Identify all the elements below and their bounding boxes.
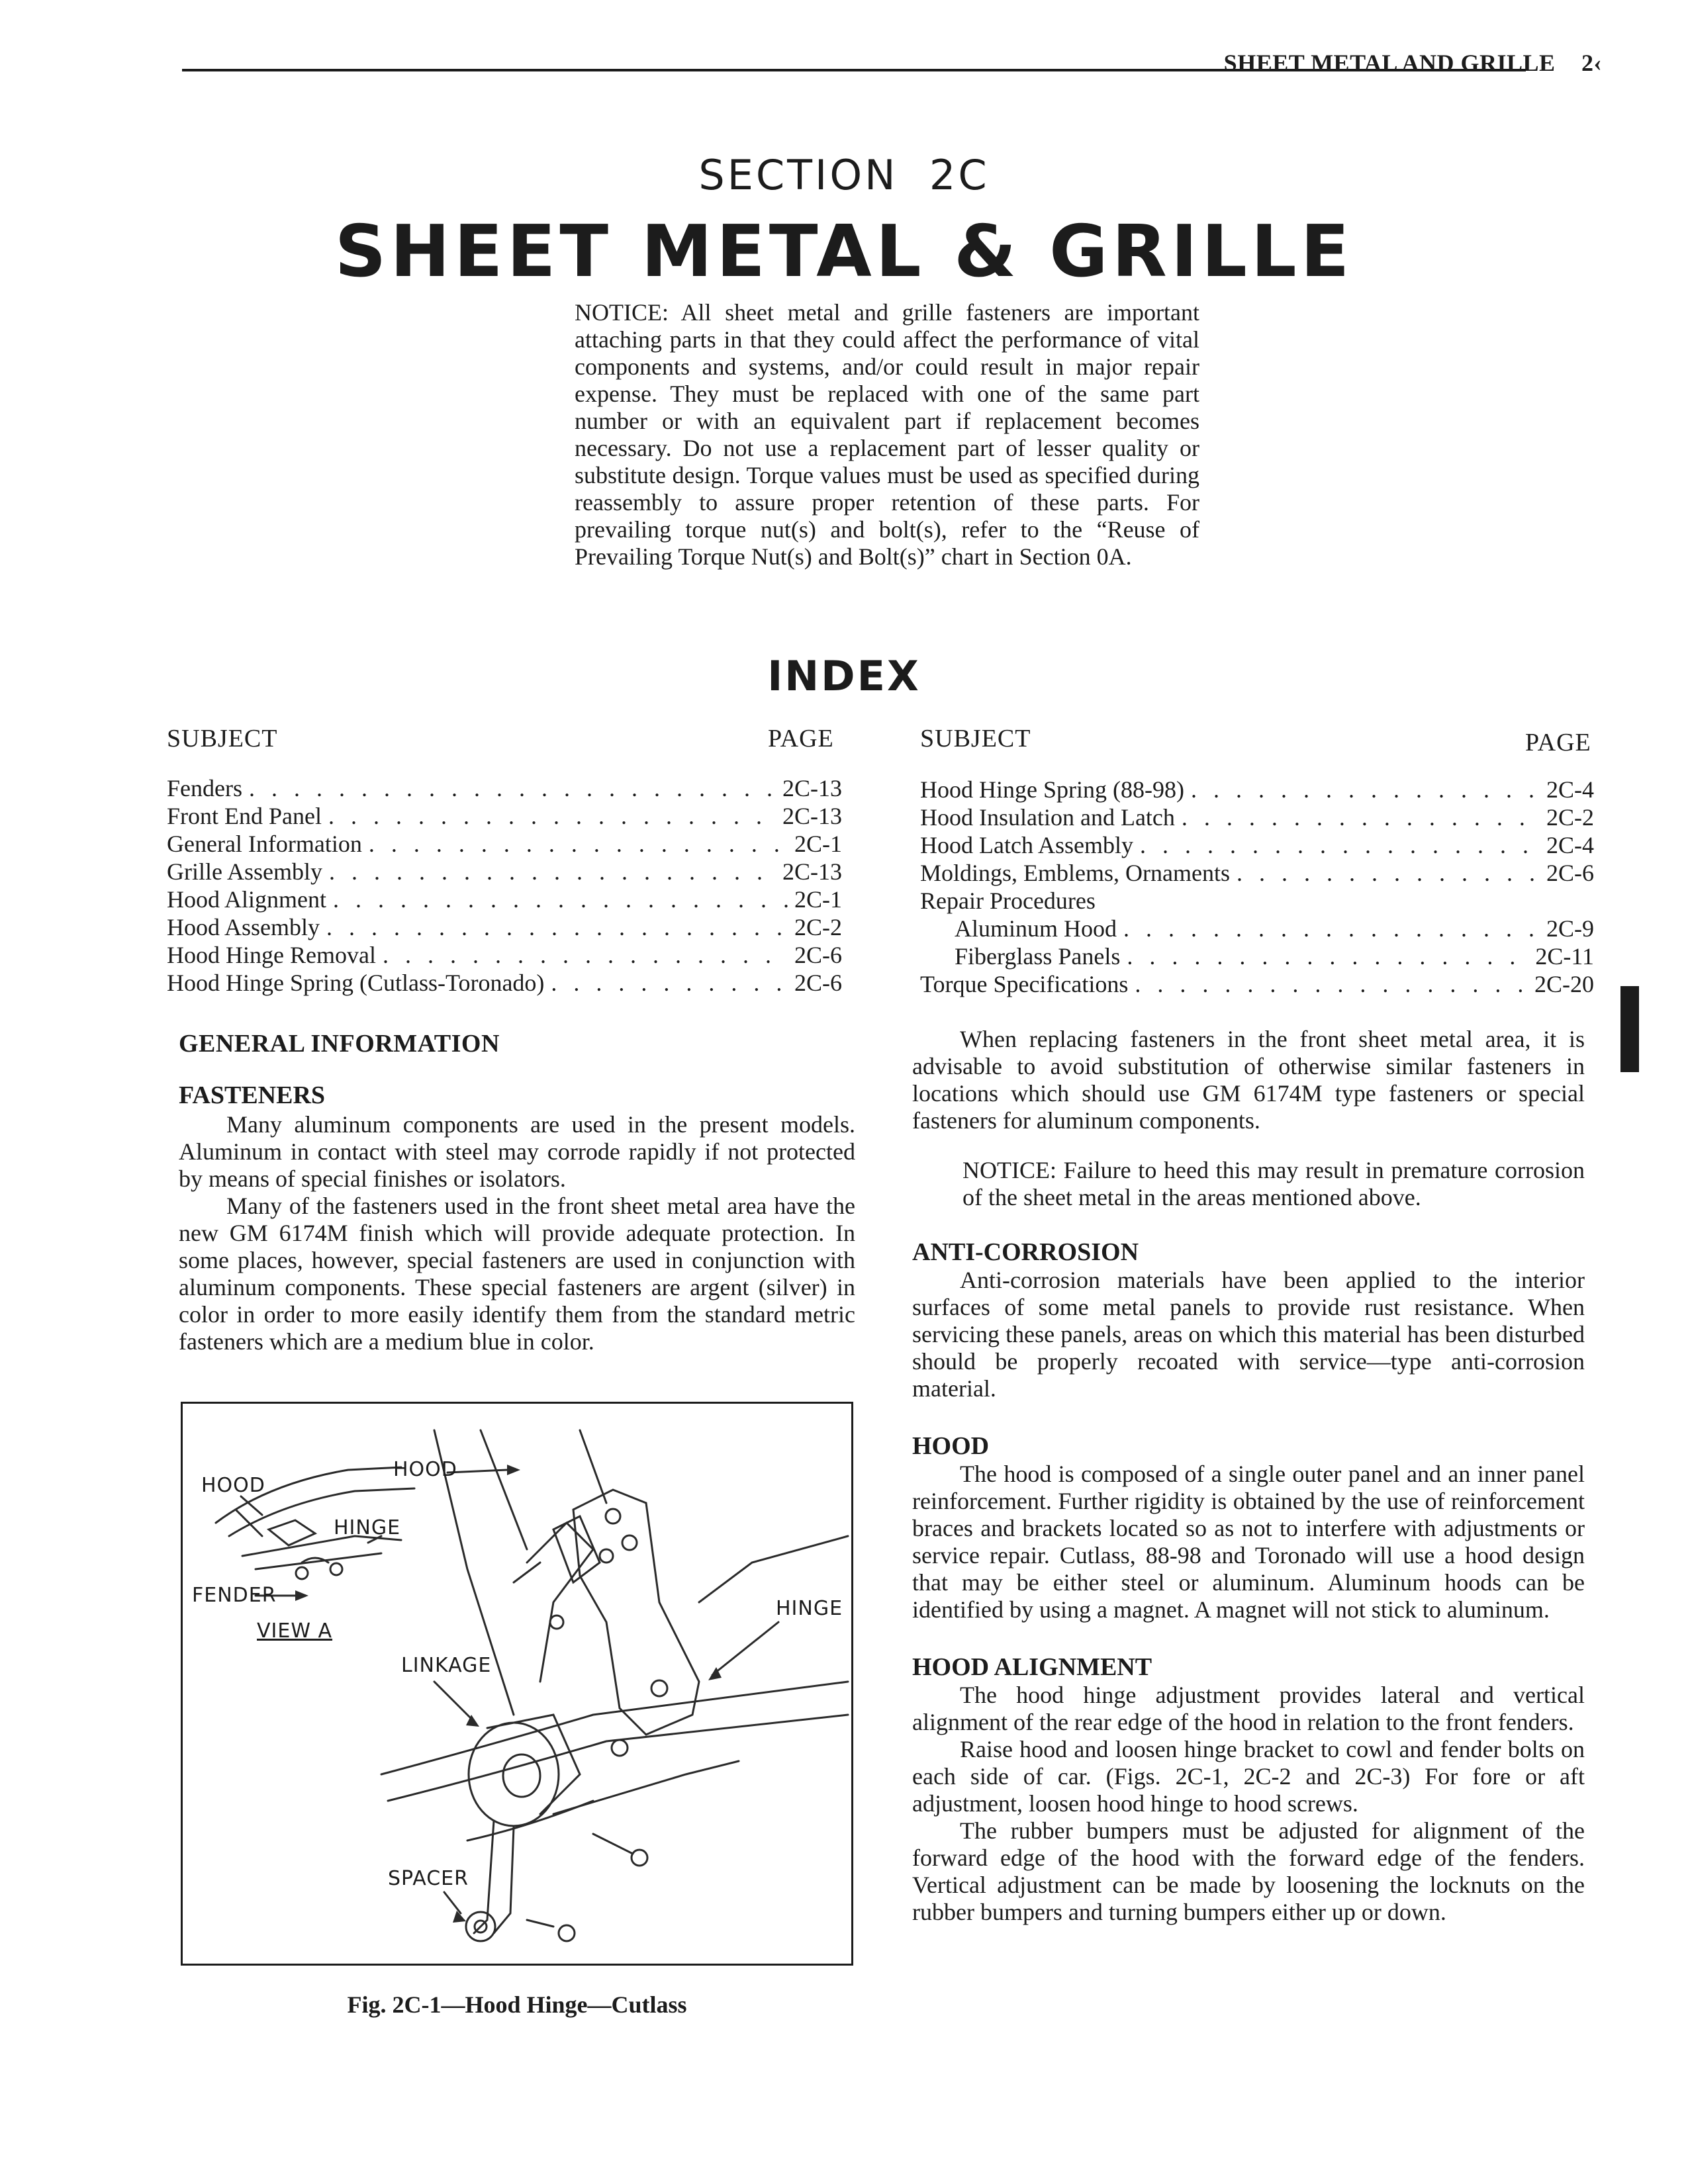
index-entry: Fiberglass Panels . . . 2C-11 <box>920 942 1594 970</box>
notice-corrosion <box>962 1157 1585 1211</box>
notice-corrosion-text: Failure to heed this may result in premature corrosion of the sheet metal in the areas mentioned above. <box>962 1157 1585 1210</box>
figure-label-hood-main: HOOD <box>393 1458 457 1481</box>
index-entry: Hood Assembly . . . 2C-2 <box>167 913 842 941</box>
index-entry: Repair Procedures <box>920 887 1096 914</box>
index-entry: Front End Panel . . . 2C-13 <box>167 802 842 830</box>
index-entry: Grille Assembly . . . 2C-13 <box>167 858 842 886</box>
index-title: INDEX <box>767 652 921 700</box>
index-entry: General Information . . . 2C-1 <box>167 830 842 858</box>
hood-hinge-illustration <box>183 1404 851 1964</box>
index-entry: Moldings, Emblems, Ornaments . . . 2C-6 <box>920 859 1594 887</box>
main-title: SHEET METAL & GRILLE <box>334 210 1354 293</box>
notice-block <box>575 299 1199 570</box>
index-entry: Hood Hinge Spring (88-98) . . . 2C-4 <box>920 776 1594 803</box>
hood-alignment-text <box>912 1682 1585 1926</box>
fasteners-paragraph: Many aluminum components are used in the present models. Aluminum in contact with steel may corrode rapidly if not protected by means of special finishes or isolators. <box>179 1111 855 1192</box>
running-head-title: SHEET METAL AND GRILLE <box>1223 50 1556 76</box>
anti-corrosion-paragraph: Anti-corrosion materials have been applied to the interior surfaces of some metal panels to provide rust resistance. When servicing these panels, areas on which this material has been disturbed should be properly recoated with service—type anti-corrosion material. <box>912 1267 1585 1402</box>
notice-text: All sheet metal and grille fasteners are important attaching parts in that they could affect the performance of vital components and systems, and/or could result in major repair expense. They must be replaced with one of the same part number or with an equivalent part if replacement becomes necessary. Do not use a replacement part of lesser quality or substitute design. Torque values must be used as specified during reassembly to assure proper retention of these parts. For prevailing torque nut(s) and bolt(s), refer to the “Reuse of Prevailing Torque Nut(s) and Bolt(s)” chart in Section 0A. <box>575 299 1199 570</box>
index-left-page-header: PAGE <box>768 725 834 752</box>
figure-label-view-a: VIEW A <box>257 1619 333 1643</box>
hood-alignment-heading: HOOD ALIGNMENT <box>912 1653 1152 1681</box>
figure-label-hinge-inset: HINGE <box>334 1516 401 1539</box>
index-entry: Hood Hinge Removal . . . 2C-6 <box>167 941 842 969</box>
index-right-subject-header: SUBJECT <box>920 725 1031 752</box>
hood-alignment-paragraph: Raise hood and loosen hinge bracket to cowl and fender bolts on each side of car. (Figs. 2C-1, 2C-2 and 2C-3) For fore or aft adjustment, loosen hood hinge to hood screws. <box>912 1736 1585 1817</box>
index-entry: Fenders . . . 2C-13 <box>167 774 842 802</box>
page-number: 2‹ <box>1581 50 1602 76</box>
figure-caption: Fig. 2C-1—Hood Hinge—Cutlass <box>347 1991 687 2018</box>
hood-text <box>912 1461 1585 1623</box>
section-label: SECTION 2C <box>698 151 990 199</box>
general-information-section <box>179 1029 855 1355</box>
fasteners-paragraph: Many of the fasteners used in the front sheet metal area have the new GM 6174M finish which will provide adequate protection. In some places, however, special fasteners are used in conjunction with aluminum components. These special fasteners are argent (silver) in color in order to more easily identify them from the standard metric fasteners which are a medium blue in color. <box>179 1193 855 1355</box>
anti-corrosion-heading: ANTI-CORROSION <box>912 1238 1139 1266</box>
figure-label-fender: FENDER <box>192 1584 277 1607</box>
index-entry: Torque Specifications . . . 2C-20 <box>920 970 1594 998</box>
fastener-substitution-text <box>912 1026 1585 1134</box>
index-entry: Aluminum Hood . . . 2C-9 <box>920 915 1594 942</box>
figure-label-hood-inset: HOOD <box>201 1474 265 1497</box>
section-tab-mark <box>1620 986 1639 1072</box>
notice-corrosion-label: NOTICE: <box>962 1157 1056 1183</box>
hood-alignment-paragraph: The hood hinge adjustment provides lateral and vertical alignment of the rear edge of the hood in relation to the front fenders. <box>912 1682 1585 1735</box>
fastener-substitution-paragraph: When replacing fasteners in the front sheet metal area, it is advisable to avoid substitution of otherwise similar fasteners in locations which should use GM 6174M type fasteners or special fasteners for aluminum components. <box>912 1026 1585 1134</box>
index-entry: Hood Hinge Spring (Cutlass-Toronado) . . . 2C-6 <box>167 969 842 997</box>
general-information-heading: GENERAL INFORMATION <box>179 1030 500 1058</box>
index-entry: Hood Insulation and Latch . . . 2C-2 <box>920 803 1594 831</box>
figure-hood-hinge-cutlass <box>181 1402 853 1966</box>
notice-label: NOTICE: <box>575 299 669 326</box>
index-left-list <box>167 774 842 997</box>
figure-label-spacer: SPACER <box>388 1867 469 1890</box>
fasteners-heading: FASTENERS <box>179 1081 326 1109</box>
index-left-subject-header: SUBJECT <box>167 725 278 752</box>
right-column <box>912 1026 1585 1926</box>
hood-paragraph: The hood is composed of a single outer panel and an inner panel reinforcement. Further rigidity is obtained by the use of reinforcement braces and brackets located so as not to interfere with adjustments or service repair. Cutlass, 88-98 and Toronado will use a hood design that may be either steel or aluminum. Aluminum hoods can be identified by using a magnet. A magnet will not stick to aluminum. <box>912 1461 1585 1623</box>
index-right-page-header: PAGE <box>1525 729 1591 756</box>
fasteners-text <box>179 1111 855 1355</box>
index-entry: Hood Latch Assembly . . . 2C-4 <box>920 831 1594 859</box>
figure-label-hinge-main: HINGE <box>776 1597 843 1620</box>
figure-label-linkage: LINKAGE <box>401 1654 492 1677</box>
anti-corrosion-text <box>912 1267 1585 1402</box>
index-entry: Hood Alignment . . . 2C-1 <box>167 886 842 913</box>
hood-alignment-paragraph: The rubber bumpers must be adjusted for alignment of the forward edge of the hood with the forward edge of the fenders. Vertical adjustment can be made by loosening the locknuts on the rubber bumpers and turning bumpers either up or down. <box>912 1817 1585 1925</box>
hood-heading: HOOD <box>912 1432 990 1460</box>
running-head <box>1224 49 1602 77</box>
index-right-list <box>920 776 1594 998</box>
